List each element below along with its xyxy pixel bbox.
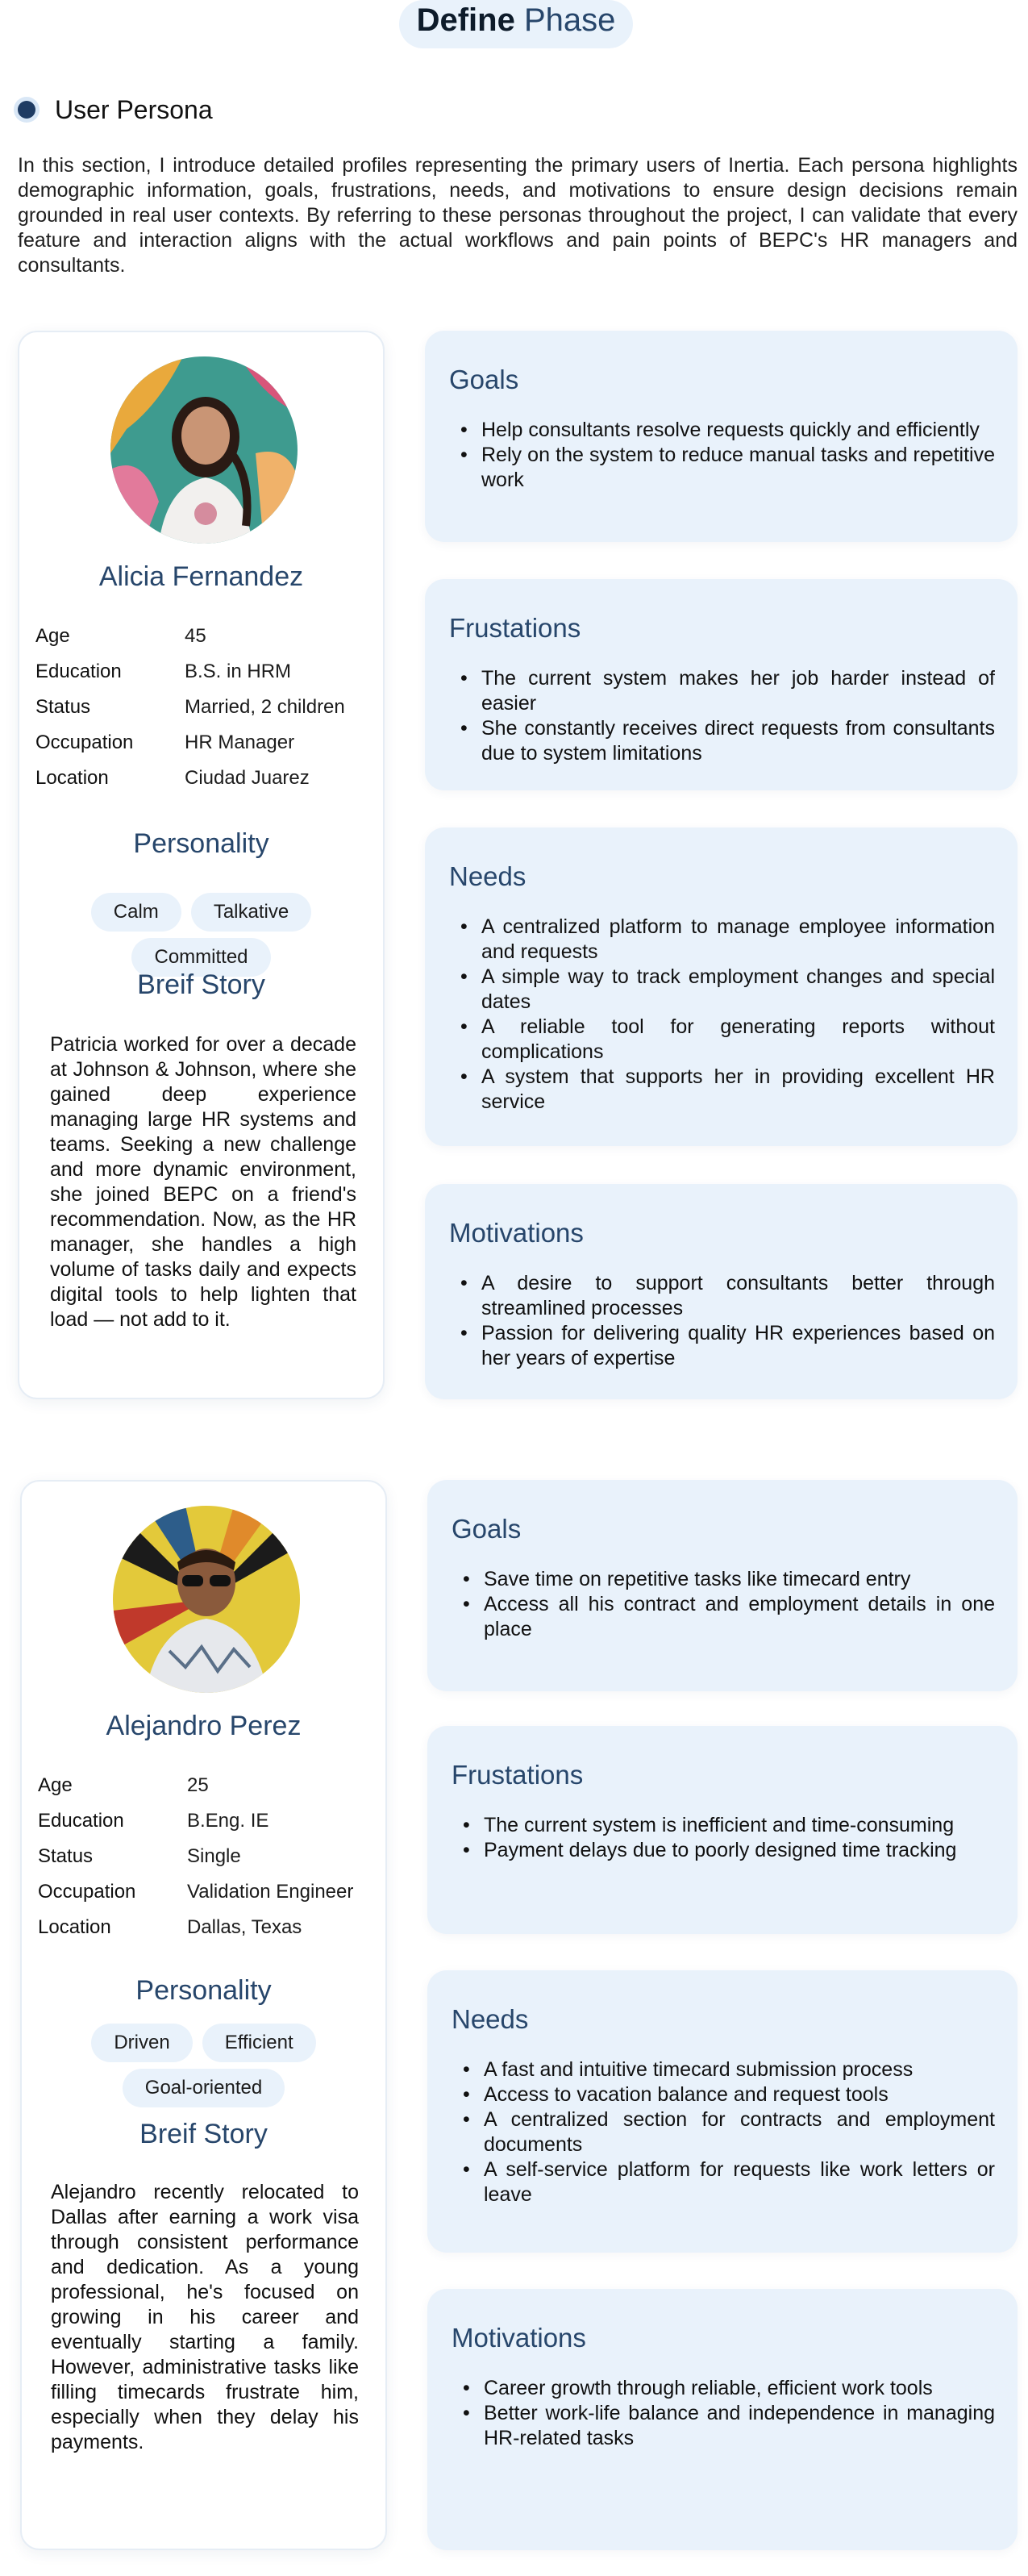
- detail-key: Occupation: [38, 1881, 136, 1903]
- detail-value: HR Manager: [185, 732, 295, 753]
- box-title: Motivations: [449, 1218, 584, 1248]
- needs-box: [425, 827, 1018, 1146]
- section-header: [18, 90, 213, 129]
- list-item: • Rely on the system to reduce manual tasks and repetitive work: [460, 443, 995, 493]
- list-item: • A simple way to track employment changes and special dates: [460, 965, 995, 1015]
- detail-row: [35, 761, 345, 796]
- personality-chip: Talkative: [191, 893, 311, 932]
- page-title: [399, 0, 633, 48]
- list-item: • A fast and intuitive timecard submission process: [463, 2057, 995, 2082]
- detail-row: [38, 1803, 353, 1839]
- persona-photo: [113, 1506, 300, 1693]
- box-title: Goals: [449, 365, 519, 394]
- detail-key: Occupation: [35, 732, 134, 753]
- detail-key: Status: [38, 1845, 94, 1867]
- story-text: Patricia worked for over a decade at Johnson & Johnson, where she gained deep experience managing large HR systems and teams. Seeking a new challenge and more dynamic environment, she joined BEPC on a friend's recommendation. Now, as the HR manager, she handles a high volume of tasks daily and expects digital tools to help lighten that load — not add to it.: [50, 1033, 356, 1331]
- list-item: • Access all his contract and employment details in one place: [463, 1592, 995, 1642]
- story-title: Breif Story: [137, 969, 265, 1000]
- detail-row: [35, 619, 345, 654]
- detail-row: [38, 1910, 353, 1945]
- box-title: Needs: [449, 861, 526, 891]
- box-title: Motivations: [452, 2323, 586, 2353]
- frustrations-box: [425, 579, 1018, 790]
- page-title-accent: Phase: [523, 2, 616, 38]
- detail-row: [38, 1874, 353, 1910]
- detail-value: Dallas, Texas: [187, 1916, 302, 1938]
- box-list: [460, 1271, 995, 1371]
- personality-chip: Driven: [91, 2024, 192, 2062]
- persona-photo-image: [113, 1506, 300, 1693]
- personality-chip: Calm: [91, 893, 181, 932]
- list-item: • Better work-life balance and independence in managing HR-related tasks: [463, 2401, 995, 2451]
- needs-box: [427, 1970, 1018, 2253]
- detail-key: Location: [38, 1916, 111, 1938]
- persona-name: Alejandro Perez: [106, 1711, 302, 1741]
- detail-value: Ciudad Juarez: [185, 767, 310, 789]
- profile-card: [20, 1480, 387, 2550]
- detail-value: 25: [187, 1774, 209, 1796]
- list-item: • She constantly receives direct requests from consultants due to system limitations: [460, 716, 995, 766]
- profile-card: [18, 331, 385, 1399]
- detail-key: Education: [35, 661, 122, 682]
- personality-chips: [70, 2024, 337, 2107]
- detail-key: Education: [38, 1810, 124, 1832]
- detail-row: [38, 1768, 353, 1803]
- box-title: Goals: [452, 1514, 522, 1544]
- list-item: • Help consultants resolve requests quickly and efficiently: [460, 418, 995, 443]
- personality-chip: Efficient: [202, 2024, 316, 2062]
- frustrations-box: [427, 1726, 1018, 1934]
- persona-details: [38, 1768, 353, 1945]
- list-item: • A self-service platform for requests like work letters or leave: [463, 2157, 995, 2207]
- personality-chip: Committed: [131, 938, 270, 977]
- box-list: [460, 666, 995, 766]
- list-item: • A reliable tool for generating reports without complications: [460, 1015, 995, 1065]
- detail-key: Location: [35, 767, 109, 789]
- box-list: [460, 915, 995, 1115]
- detail-value: Married, 2 children: [185, 696, 345, 718]
- detail-key: Status: [35, 696, 91, 718]
- persona-photo: [110, 356, 298, 544]
- detail-value: B.S. in HRM: [185, 661, 292, 682]
- detail-key: Age: [38, 1774, 73, 1796]
- box-list: [460, 418, 995, 493]
- page-title-main: Define: [416, 2, 515, 38]
- list-item: • A centralized section for contracts and employment documents: [463, 2107, 995, 2157]
- box-list: [463, 1813, 995, 1863]
- personality-title: Personality: [133, 828, 269, 859]
- section-label: User Persona: [55, 94, 213, 124]
- detail-row: [35, 690, 345, 725]
- persona-details: [35, 619, 345, 796]
- detail-row: [35, 725, 345, 761]
- box-title: Needs: [452, 2004, 529, 2034]
- personality-chip: Goal-oriented: [123, 2069, 285, 2107]
- personality-chips: [26, 893, 377, 977]
- list-item: • The current system makes her job harder instead of easier: [460, 666, 995, 716]
- list-item: • Payment delays due to poorly designed time tracking: [463, 1838, 995, 1863]
- story-text: Alejandro recently relocated to Dallas after earning a work visa through consistent performance and dedication. As a young professional, he's focused on growing in his career and eventually starting a family. However, administrative tasks like filling timecards frustrate him, especially when they delay his payments.: [51, 2181, 359, 2453]
- box-title: Frustations: [452, 1760, 584, 1790]
- motivations-box: [425, 1184, 1018, 1399]
- intro-paragraph: In this section, I introduce detailed profiles representing the primary users of Inertia. Each persona highlights demographic information, goals, frustrations, needs, and motivations to ensure design decisions remain grounded in real user contexts. By referring to these personas throughout the project, I can validate that every feature and interaction aligns with the actual workflows and pain points of BEPC's HR managers and consultants.: [18, 154, 1018, 277]
- detail-row: [38, 1839, 353, 1874]
- personality-title: Personality: [135, 1975, 272, 2006]
- list-item: • Passion for delivering quality HR experiences based on her years of expertise: [460, 1321, 995, 1371]
- motivations-box: [427, 2289, 1018, 2550]
- detail-value: Single: [187, 1845, 241, 1867]
- list-item: • Access to vacation balance and request tools: [463, 2082, 995, 2107]
- detail-row: [35, 654, 345, 690]
- box-list: [463, 2057, 995, 2207]
- detail-value: B.Eng. IE: [187, 1810, 269, 1832]
- detail-key: Age: [35, 625, 70, 647]
- story-title: Breif Story: [139, 2119, 268, 2149]
- box-list: [463, 1567, 995, 1642]
- box-title: Frustations: [449, 613, 581, 643]
- persona-photo-image: [110, 356, 298, 544]
- list-item: • A centralized platform to manage employee information and requests: [460, 915, 995, 965]
- persona-name: Alicia Fernandez: [98, 561, 304, 592]
- list-item: • Save time on repetitive tasks like timecard entry: [463, 1567, 995, 1592]
- list-item: • A desire to support consultants better through streamlined processes: [460, 1271, 995, 1321]
- bullet-dot-icon: [18, 101, 35, 119]
- list-item: • Career growth through reliable, efficient work tools: [463, 2376, 995, 2401]
- list-item: • The current system is inefficient and time-consuming: [463, 1813, 995, 1838]
- goals-box: [427, 1480, 1018, 1691]
- box-list: [463, 2376, 995, 2451]
- detail-value: Validation Engineer: [187, 1881, 354, 1903]
- detail-value: 45: [185, 625, 206, 647]
- list-item: • A system that supports her in providing excellent HR service: [460, 1065, 995, 1115]
- goals-box: [425, 331, 1018, 542]
